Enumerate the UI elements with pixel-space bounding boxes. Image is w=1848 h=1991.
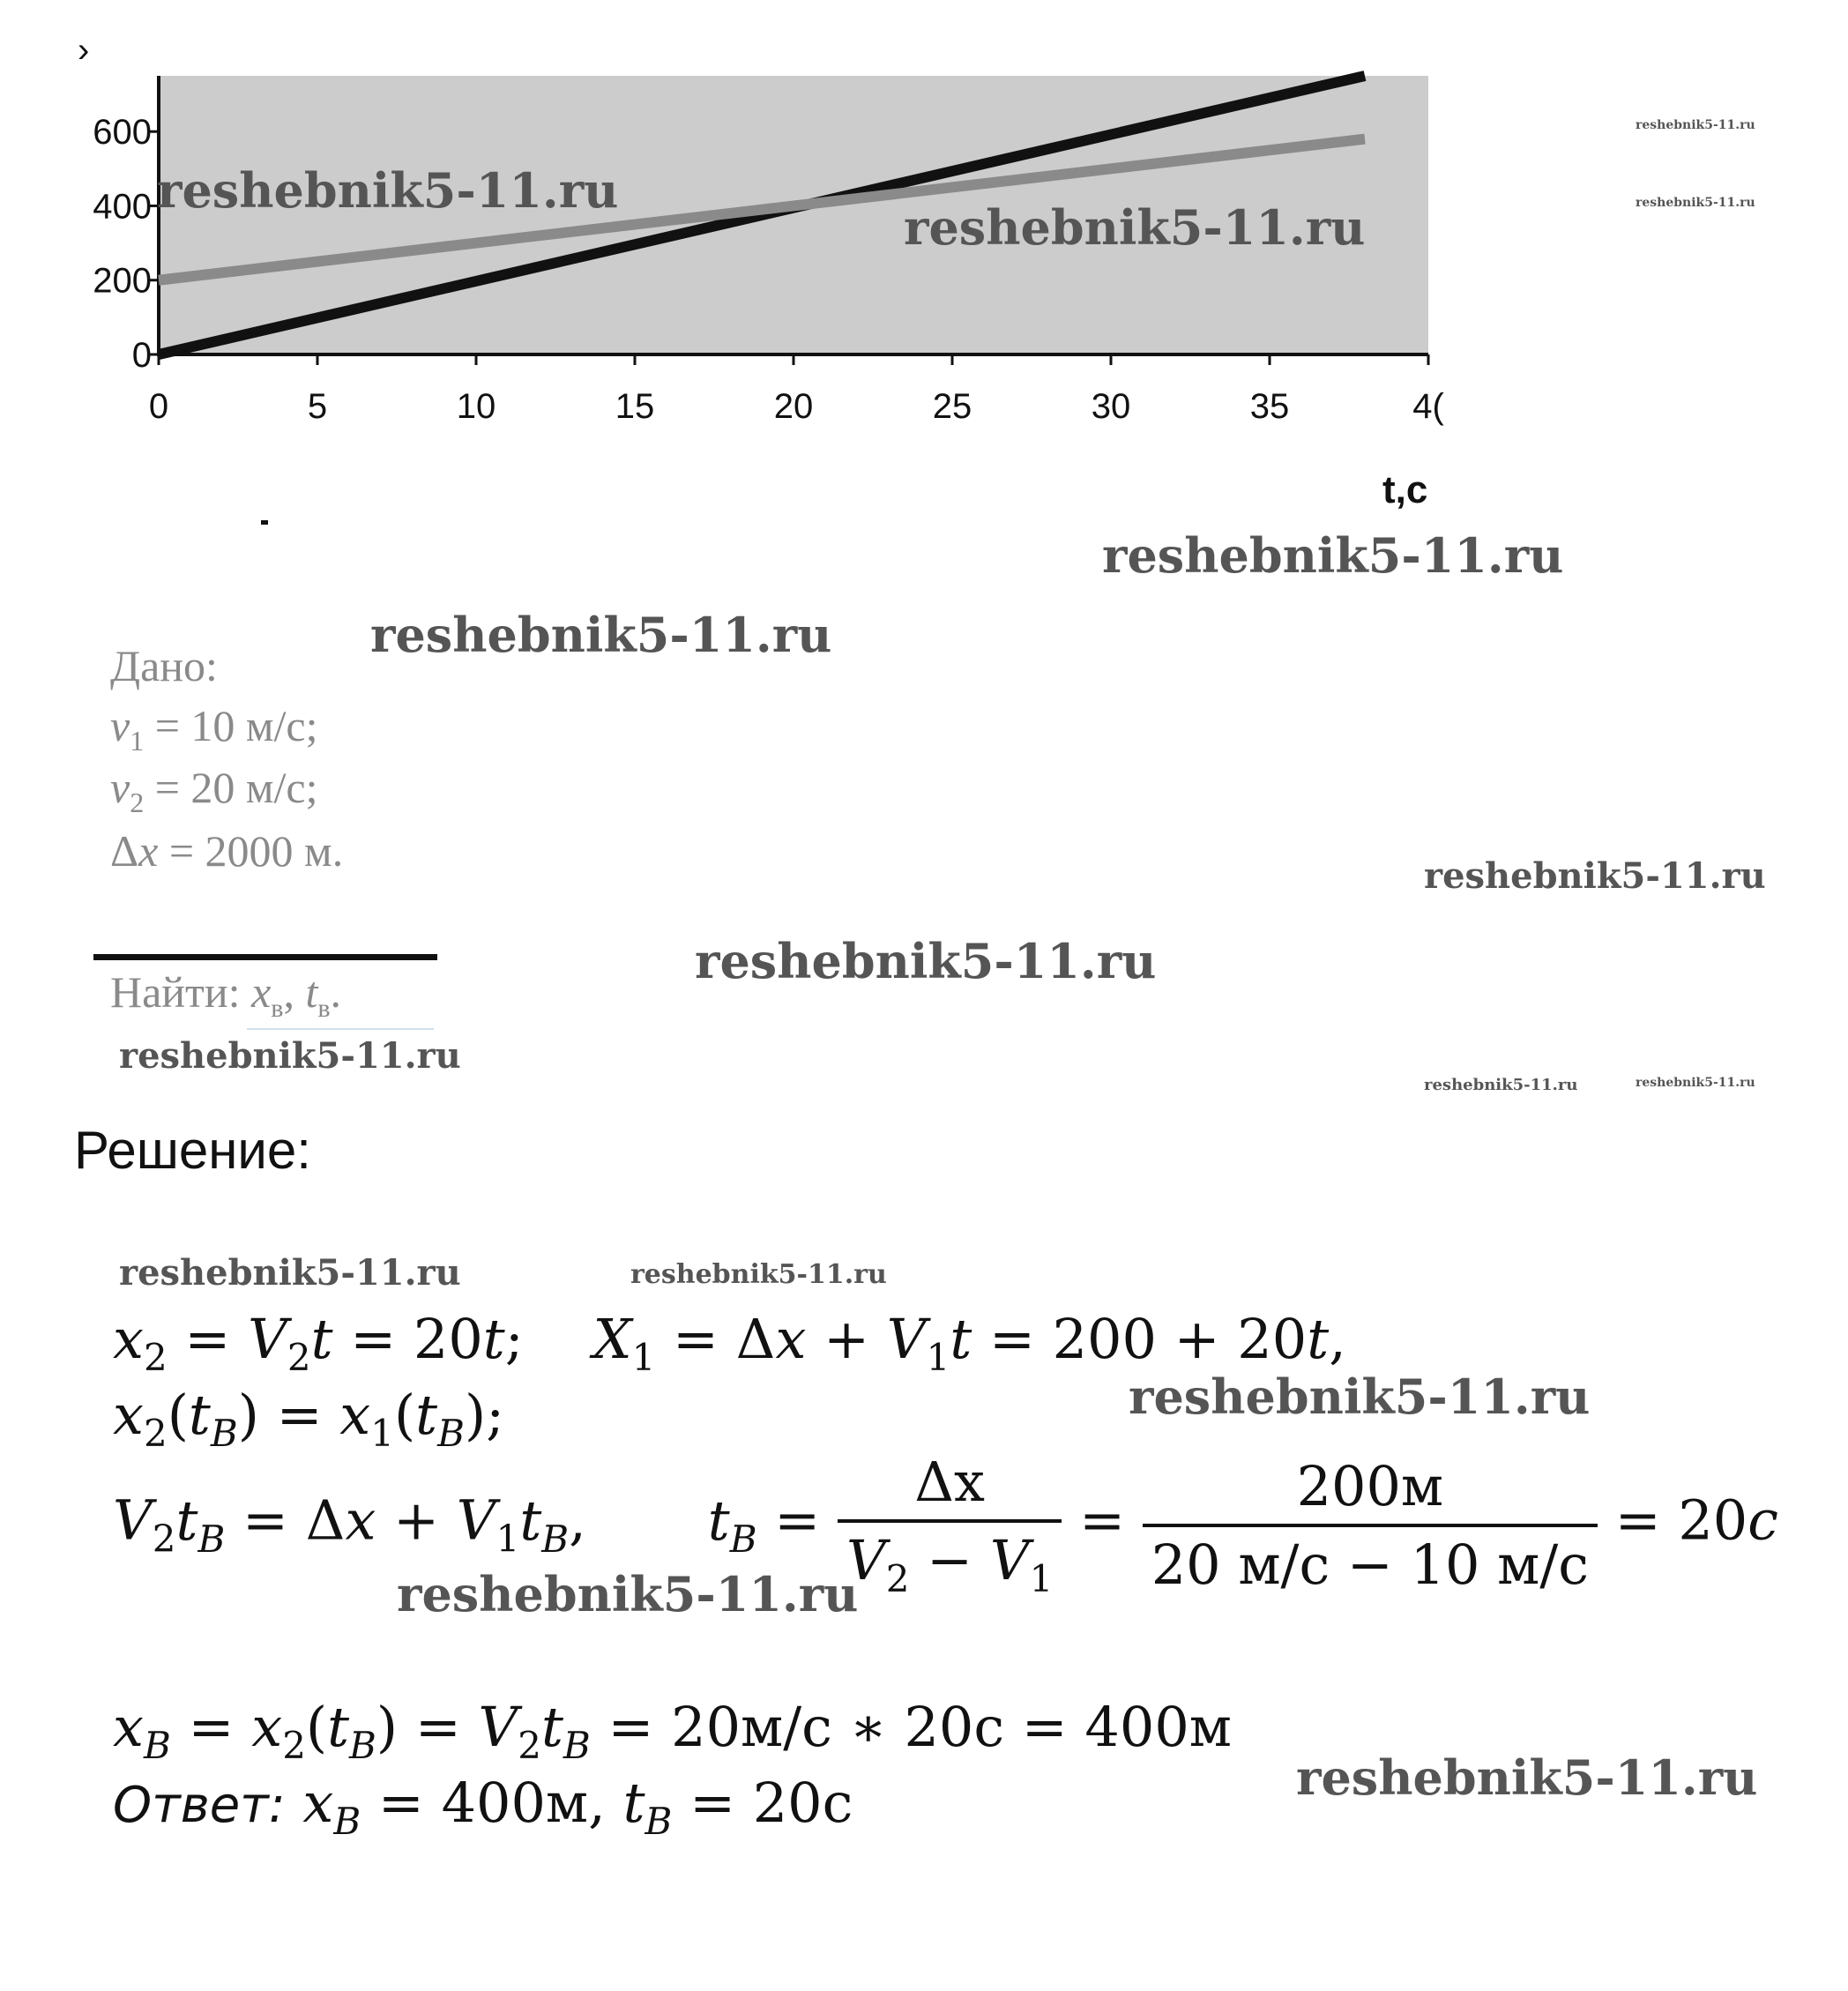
watermark: reshebnik5-11.ru [695,933,1157,989]
given-dx: Δx = 2000 м. [110,826,344,876]
watermark: reshebnik5-11.ru [630,1259,887,1290]
x-tick-label: 35 [1249,387,1290,426]
find-line: Найти: $x_в$, $t_в$. [110,967,342,1023]
answer-label: Ответ: [113,1777,286,1834]
x-tick-label: 15 [615,387,655,426]
y-tick-label: 0 [131,336,152,375]
given-dx-value: = 2000 м. [168,826,344,876]
y-tick-label: 400 [93,187,152,227]
given-v2: $v_2 = 20$ м/с; [110,763,318,818]
x-tick-label: 4( [1412,387,1444,426]
position-time-chart [71,35,1481,529]
watermark: reshebnik5-11.ru [370,607,832,663]
given-v1: $v_1 = 10$ м/с; [110,701,318,757]
watermark: reshebnik5-11.ru [1636,196,1755,210]
equation-line-3: $V_2t_B = \Delta x + V_1t_B$, $t_B$ = $\frac{\Delta x}{V_2 - V_1}$ = $\frac{200м}{20 м/с - 10 м/с}$ = 20c [113,1450,1778,1600]
given-title: Дано: [110,641,218,690]
fraction-symbolic: $\frac{\Delta x}{V_2 - V_1}$ [838,1450,1062,1600]
watermark: reshebnik5-11.ru [1424,855,1766,897]
underline [247,1028,434,1030]
watermark: reshebnik5-11.ru [1102,527,1564,584]
given-v2-value: = 20 м/с; [154,763,318,812]
axis-corner-mark: › [78,35,90,70]
watermark: reshebnik5-11.ru [1424,1076,1578,1094]
watermark: reshebnik5-11.ru [119,1252,461,1294]
x-tick-label: 10 [456,387,496,426]
answer-line: Ответ: $x_B = 400м$, $t_B = 20с$ [113,1771,853,1843]
y-tick-label: 600 [93,113,152,153]
fraction-numeric: $\frac{200м}{20 м/с - 10 м/с}$ [1143,1454,1598,1597]
x-tick-label: 0 [148,387,169,426]
x-tick-label: 25 [932,387,972,426]
given-v1-value: = 10 м/с; [154,701,318,750]
equation-line-1: $x_2 = V_2t = 20t$; $X_1 = \Delta x + V_1t = 200 + 20t$, [113,1307,1346,1379]
equation-line-2: $x_2(t_B) = x_1(t_B)$; [113,1383,505,1455]
watermark: reshebnik5-11.ru [119,1035,461,1077]
stray-mark [261,520,268,525]
x-tick-label: 30 [1091,387,1131,426]
watermark: reshebnik5-11.ru [397,1566,859,1622]
given-find-divider [93,954,437,960]
x-axis-title: t,c [1382,468,1428,511]
find-separator: , [283,967,294,1017]
watermark: reshebnik5-11.ru [1129,1368,1591,1425]
equation-line-4: $x_B = x_2(t_B) = V_2t_B = 20м/с$ ∗ 20с = 400м [113,1695,1232,1767]
watermark: reshebnik5-11.ru [1296,1749,1758,1806]
x-tick-label: 5 [307,387,328,426]
find-label: Найти: [110,967,241,1017]
watermark: reshebnik5-11.ru [1636,118,1755,132]
y-tick-label: 200 [93,261,152,301]
watermark: reshebnik5-11.ru [1636,1076,1755,1090]
solution-heading: Решение: [74,1121,311,1180]
watermark: reshebnik5-11.ru [157,162,619,219]
watermark: reshebnik5-11.ru [904,199,1366,256]
x-tick-label: 20 [773,387,814,426]
